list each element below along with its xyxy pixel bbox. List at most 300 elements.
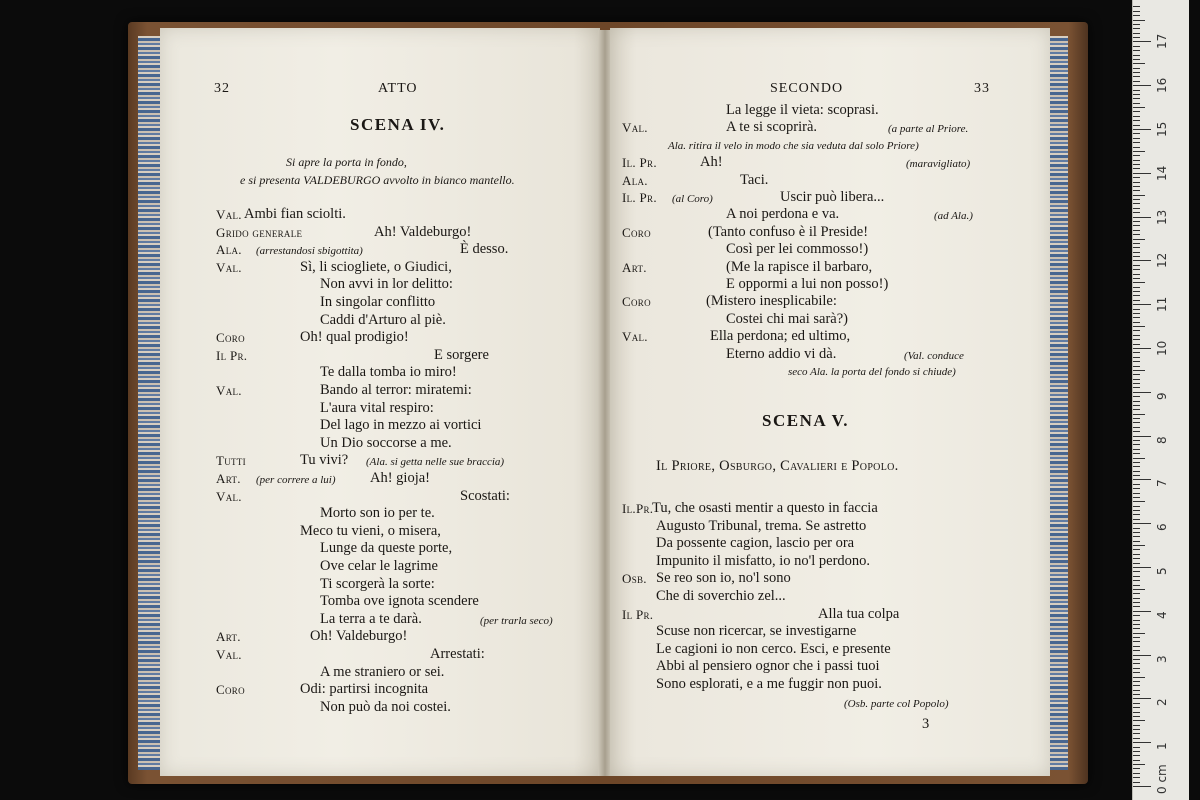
speaker-name: Il.Pr. [622,501,654,516]
verse-line: Impunito il misfatto, io no'l perdono. [656,552,871,569]
ruler-tick [1133,493,1140,494]
ruler-tick [1133,624,1140,625]
ruler-tick [1133,545,1145,546]
ruler-tick [1133,125,1140,126]
ruler-tick [1133,668,1140,669]
speaker-name: Il. Pr. [622,190,657,205]
stage-direction: (Osb. parte col Popolo) [844,698,949,710]
ruler-tick [1133,94,1140,95]
ruler-tick [1133,265,1140,266]
verse-line: Ti scorgerà la sorte: [320,575,435,592]
ruler-tick [1133,41,1151,42]
ruler-tick [1133,641,1140,642]
ruler-label: 15 [1155,121,1169,137]
ruler-label: 0 cm [1155,764,1169,794]
stage-direction: e si presenta VALDEBURGO avvolto in bianco mantello. [240,173,515,187]
ruler-tick [1133,120,1140,121]
verse-line: Alla tua colpa [818,605,900,622]
ruler-tick [1133,63,1145,64]
ruler-label: 16 [1155,77,1169,94]
ruler-tick [1133,98,1140,99]
ruler-tick [1133,650,1140,651]
ruler-tick [1133,326,1145,327]
speaker-name: Art. [216,629,241,645]
verse-line: Del lago in mezzo ai vortici [320,417,482,434]
verse-line: E oppormi a lui non posso!) [726,276,889,292]
ruler-label: 4 [1155,611,1169,619]
verse-line: A noi perdona e va. [726,206,840,223]
ruler-tick [1133,317,1140,318]
speaker-name: Art. [216,471,241,486]
ruler-tick [1133,462,1140,463]
speaker-name: Val. [216,207,242,222]
verse-line: Oh! qual prodigio! [300,329,409,346]
verse-line: Te dalla tomba io miro! [320,364,457,381]
ruler-tick [1133,615,1140,616]
ruler-tick [1133,155,1140,156]
ruler-tick [1133,203,1140,204]
verse-line: Da possente cagion, lascio per ora [656,535,855,552]
ruler-tick [1133,777,1140,778]
speaker-name: Il Pr. [622,606,654,622]
speaker-name: Val. [622,120,648,136]
right-page [610,28,1050,776]
verse-line: Ah! gioja! [370,470,430,486]
ruler-tick [1133,221,1140,222]
ruler-tick [1133,677,1145,678]
ruler-tick [1133,186,1140,187]
ruler-tick [1133,50,1140,51]
verse-line: A te si scoprirà. [726,119,818,136]
ruler-tick [1133,681,1140,682]
ruler-tick [1133,576,1140,577]
ruler-tick [1133,208,1140,209]
ruler-tick [1133,716,1140,717]
ruler-label: 5 [1155,567,1169,575]
ruler-tick [1133,571,1140,572]
ruler-tick [1133,274,1140,275]
ruler-tick [1133,15,1140,16]
speaker-name: Ala. [622,172,648,188]
verse-line: Ove celar le lagrime [320,558,438,574]
verse-line: Scuse non ricercar, se investigarne [656,623,857,640]
ruler-tick [1133,751,1140,752]
ruler-tick [1133,252,1140,253]
ruler-tick [1133,212,1140,213]
verse-line: Ah! Valdeburgo! [374,223,472,240]
ruler-tick [1133,256,1140,257]
stage-direction: Ala. ritira il velo in modo che sia veduta dal solo Priore) [668,139,919,152]
speaker-name: Val. [216,647,242,662]
running-head: ATTO [378,81,418,96]
verse-line: Arrestati: [430,646,485,662]
ruler-tick [1133,471,1140,472]
ruler-tick [1133,773,1140,774]
ruler-tick [1133,720,1145,721]
ruler-tick [1133,76,1140,77]
ruler-tick [1133,672,1140,673]
stage-direction: (Val. conduce [904,349,964,362]
ruler-tick [1133,514,1140,515]
stage-direction: (per correre a lui) [256,474,336,486]
ruler-tick [1133,510,1140,511]
verse-line: Augusto Tribunal, trema. Se astretto [656,517,867,534]
page-edge-left [138,36,162,770]
ruler-tick [1133,782,1140,783]
verse-line: Scostati: [460,487,510,504]
ruler-tick [1133,484,1140,485]
ruler-tick [1133,698,1151,699]
ruler-tick [1133,190,1140,191]
ruler-tick [1133,173,1151,174]
ruler-tick [1133,401,1140,402]
ruler-label: 7 [1155,479,1169,488]
scene-title: SCENA IV. [350,115,446,134]
verse-line: Meco tu vieni, o misera, [300,522,441,539]
ruler-tick [1133,81,1140,82]
speaker-name: Val. [622,329,648,345]
ruler-tick [1133,287,1140,288]
stage-direction: Si apre la porta in fondo, [286,155,407,169]
ruler-tick [1133,225,1140,226]
ruler-tick [1133,335,1140,336]
ruler-tick [1133,260,1151,261]
ruler-tick [1133,598,1140,599]
ruler-tick [1133,46,1140,47]
verse-line: Tomba ove ignota scendere [320,593,479,610]
running-head: SECONDO [770,81,844,96]
ruler-tick [1133,138,1140,139]
ruler-tick [1133,6,1140,7]
verse-line: (Mistero inesplicabile: [706,293,837,310]
ruler-tick [1133,405,1140,406]
ruler-tick [1133,685,1140,686]
ruler-tick [1133,111,1140,112]
verse-line: Caddi d'Arturo al piè. [320,311,446,328]
ruler-tick [1133,55,1140,56]
speaker-name: Coro [622,294,651,310]
ruler-tick [1133,387,1140,388]
ruler-tick [1133,217,1151,218]
ruler-label: 14 [1155,165,1169,181]
ruler-tick [1133,164,1140,165]
ruler-tick [1133,366,1140,367]
ruler-tick [1133,361,1140,362]
verse-line: L'aura vital respiro: [320,399,434,416]
speaker-name: Val. [216,383,242,398]
ruler-tick [1133,554,1140,555]
verse-line: È desso. [460,241,509,258]
speaker-name: Coro [216,330,245,346]
verse-line: Abbi al pensiero ognor che i passi tuoi [656,658,880,675]
ruler-tick [1133,282,1145,283]
ruler-tick [1133,414,1145,415]
ruler-tick [1133,536,1140,537]
ruler-tick [1133,768,1140,769]
ruler-tick [1133,291,1140,292]
ruler-tick [1133,33,1140,34]
ruler-tick [1133,427,1140,428]
ruler-tick [1133,142,1140,143]
verse-line: Sì, li sciogliete, o Giudici, [300,258,452,275]
ruler-tick [1133,620,1140,621]
ruler-label: 8 [1155,435,1169,444]
ruler-tick [1133,528,1140,529]
ruler-tick [1133,103,1140,104]
ruler-tick [1133,313,1140,314]
ruler-tick [1133,269,1140,270]
ruler-label: 17 [1155,34,1169,50]
ruler-tick [1133,453,1140,454]
ruler-tick [1133,475,1140,476]
verse-line: Taci. [740,171,769,188]
verse-line: E sorgere [434,346,489,363]
verse-line: Ah! [700,154,723,171]
ruler-tick [1133,646,1140,647]
ruler-tick [1133,707,1140,708]
ruler-tick [1133,239,1145,240]
stage-direction: (al Coro) [672,193,713,205]
ruler-tick [1133,28,1140,29]
ruler-tick [1133,422,1140,423]
speaker-name: Coro [622,224,651,240]
verse-line: Bando al terror: miratemi: [320,382,472,398]
verse-line: Ella perdona; ed ultimo, [710,328,851,345]
ruler-tick [1133,738,1140,739]
ruler-tick [1133,606,1140,607]
ruler-tick [1133,663,1140,664]
ruler-label: 13 [1155,209,1169,225]
ruler-label: 3 [1155,654,1169,663]
ruler-tick [1133,168,1140,169]
ruler-tick [1133,431,1140,432]
ruler-tick [1133,322,1140,323]
measuring-ruler [1132,0,1189,800]
verse-line: Odi: partirsi incognita [300,681,429,698]
verse-line: La terra a te darà. [320,610,422,627]
ruler-tick [1133,339,1140,340]
stage-direction: (per trarla seco) [480,614,553,627]
ruler-label: 1 [1155,742,1169,751]
ruler-tick [1133,90,1140,91]
page-number: 32 [214,81,230,96]
ruler-tick [1133,374,1140,375]
signature-mark: 3 [922,716,930,732]
verse-line: Ambi fian sciolti. [244,206,346,222]
ruler-tick [1133,549,1140,550]
verse-line: In singolar conflitto [320,294,436,310]
ruler-tick [1133,628,1140,629]
verse-line: Che di soverchio zel... [656,588,786,604]
ruler-tick [1133,541,1140,542]
ruler-tick [1133,703,1140,704]
verse-line: Eterno addio vi dà. [726,345,837,362]
verse-line: Costei chi mai sarà?) [726,310,848,327]
ruler-tick [1133,760,1140,761]
ruler-tick [1133,633,1145,634]
ruler-tick [1133,729,1140,730]
ruler-tick [1133,182,1140,183]
verse-line: Se reo son io, no'l sono [656,570,791,587]
ruler-tick [1133,418,1140,419]
speaker-name: Coro [216,682,245,698]
speaker-name: Grido generale [216,224,303,240]
ruler-tick [1133,589,1145,590]
ruler-tick [1133,59,1140,60]
ruler-tick [1133,409,1140,410]
stage-direction: (maravigliato) [906,158,971,171]
ruler-tick [1133,116,1140,117]
ruler-tick [1133,151,1145,152]
ruler-tick [1133,449,1140,450]
ruler-tick [1133,694,1140,695]
ruler-tick [1133,396,1140,397]
ruler-tick [1133,558,1140,559]
speaker-name: Il. Pr. [622,155,657,171]
ruler-tick [1133,37,1140,38]
ruler-label: 12 [1155,253,1169,269]
verse-line: (Me la rapisce il barbaro, [726,258,873,275]
ruler-tick [1133,344,1140,345]
verse-line: Tu, che osasti mentir a questo in faccia [652,500,878,516]
speaker-name: Ala. [216,242,242,258]
verse-line: Sono esplorati, e a me fuggir non puoi. [656,676,882,692]
verse-line: (Tanto confuso è il Preside! [708,223,869,240]
ruler-tick [1133,690,1140,691]
speaker-name: Il Pr. [216,347,248,363]
ruler-tick [1133,352,1140,353]
ruler-tick [1133,357,1140,358]
ruler-tick [1133,85,1151,86]
ruler-tick [1133,234,1140,235]
verse-line: Non avvi in lor delitto: [320,276,453,293]
ruler-tick [1133,440,1140,441]
ruler-tick [1133,563,1140,564]
ruler-tick [1133,602,1140,603]
verse-line: Lunge da queste porte, [320,540,453,557]
ruler-tick [1133,247,1140,248]
ruler-label: 9 [1155,392,1169,400]
ruler-tick [1133,659,1140,660]
ruler-tick [1133,370,1145,371]
ruler-tick [1133,230,1140,231]
ruler-tick [1133,580,1140,581]
ruler-tick [1133,519,1140,520]
ruler-tick [1133,295,1140,296]
verse-line: Uscir può libera... [780,189,885,205]
ruler-tick [1133,379,1140,380]
verse-line: La legge il vieta: scopr​asi. [726,102,879,118]
ruler-label: 11 [1155,296,1169,313]
ruler-tick [1133,611,1151,612]
ruler-tick [1133,68,1140,69]
ruler-tick [1133,444,1140,445]
ruler-tick [1133,300,1140,301]
verse-line: A me straniero or sei. [320,663,445,680]
ruler-tick [1133,458,1145,459]
ruler-tick [1133,497,1140,498]
stage-direction: (arrestandosi sbigottita) [256,245,363,258]
ruler-tick [1133,348,1151,349]
ruler-tick [1133,107,1145,108]
ruler-tick [1133,479,1151,480]
ruler-tick [1133,466,1140,467]
speaker-name: Osb. [622,571,647,587]
ruler-tick [1133,133,1140,134]
verse-line: Un Dio soccorse a me. [320,434,452,451]
ruler-tick [1133,147,1140,148]
left-page [160,28,600,776]
verse-line: Le cagioni io non cerco. Esci, e presente [656,640,891,657]
ruler-tick [1133,585,1140,586]
ruler-tick [1133,177,1140,178]
ruler-tick [1133,160,1140,161]
ruler-tick [1133,24,1140,25]
stage-direction: seco Ala. la porta del fondo si chiude) [788,366,956,378]
ruler-tick [1133,742,1151,743]
ruler-tick [1133,786,1151,787]
ruler-tick [1133,567,1151,568]
stage-direction: (Ala. si getta nelle sue braccia) [366,456,505,469]
ruler-tick [1133,523,1151,524]
verse-line: Così per lei commosso!) [726,241,869,258]
ruler-tick [1133,501,1145,502]
ruler-tick [1133,330,1140,331]
ruler-tick [1133,506,1140,507]
speaker-name: Art. [622,259,647,275]
ruler-tick [1133,593,1140,594]
speaker-name: Tutti [216,453,246,469]
ruler-label: 2 [1155,698,1169,707]
ruler-tick [1133,304,1151,305]
verse-line: Oh! Valdeburgo! [310,628,408,645]
ruler-tick [1133,755,1140,756]
ruler-tick [1133,195,1145,196]
ruler-tick [1133,747,1140,748]
ruler-tick [1133,383,1140,384]
ruler-tick [1133,199,1140,200]
ruler-tick [1133,637,1140,638]
stage-direction: (a parte al Priore. [888,123,969,136]
ruler-tick [1133,278,1140,279]
verse-line: Morto son io per te. [320,505,435,522]
speaker-name: Val. [216,488,242,504]
ruler-label: 6 [1155,523,1169,532]
character-list: Il Priore, Osburgo, Cavalieri e Popolo. [656,458,899,474]
scene-title: SCENA V. [762,411,849,430]
ruler-tick [1133,764,1145,765]
ruler-tick [1133,436,1151,437]
ruler-tick [1133,655,1151,656]
ruler-label: 10 [1155,340,1169,356]
ruler-tick [1133,243,1140,244]
ruler-tick [1133,129,1151,130]
ruler-tick [1133,712,1140,713]
ruler-tick [1133,20,1145,21]
ruler-tick [1133,733,1140,734]
stage-direction: (ad Ala.) [934,210,973,223]
ruler-tick [1133,488,1140,489]
speaker-name: Val. [216,259,242,275]
ruler-tick [1133,309,1140,310]
ruler-tick [1133,72,1140,73]
page-number: 33 [974,81,990,96]
ruler-tick [1133,392,1151,393]
verse-line: Non può da noi costei. [320,698,451,715]
ruler-tick [1133,725,1140,726]
verse-line: Tu vivi? [300,452,349,469]
ruler-tick [1133,11,1140,12]
